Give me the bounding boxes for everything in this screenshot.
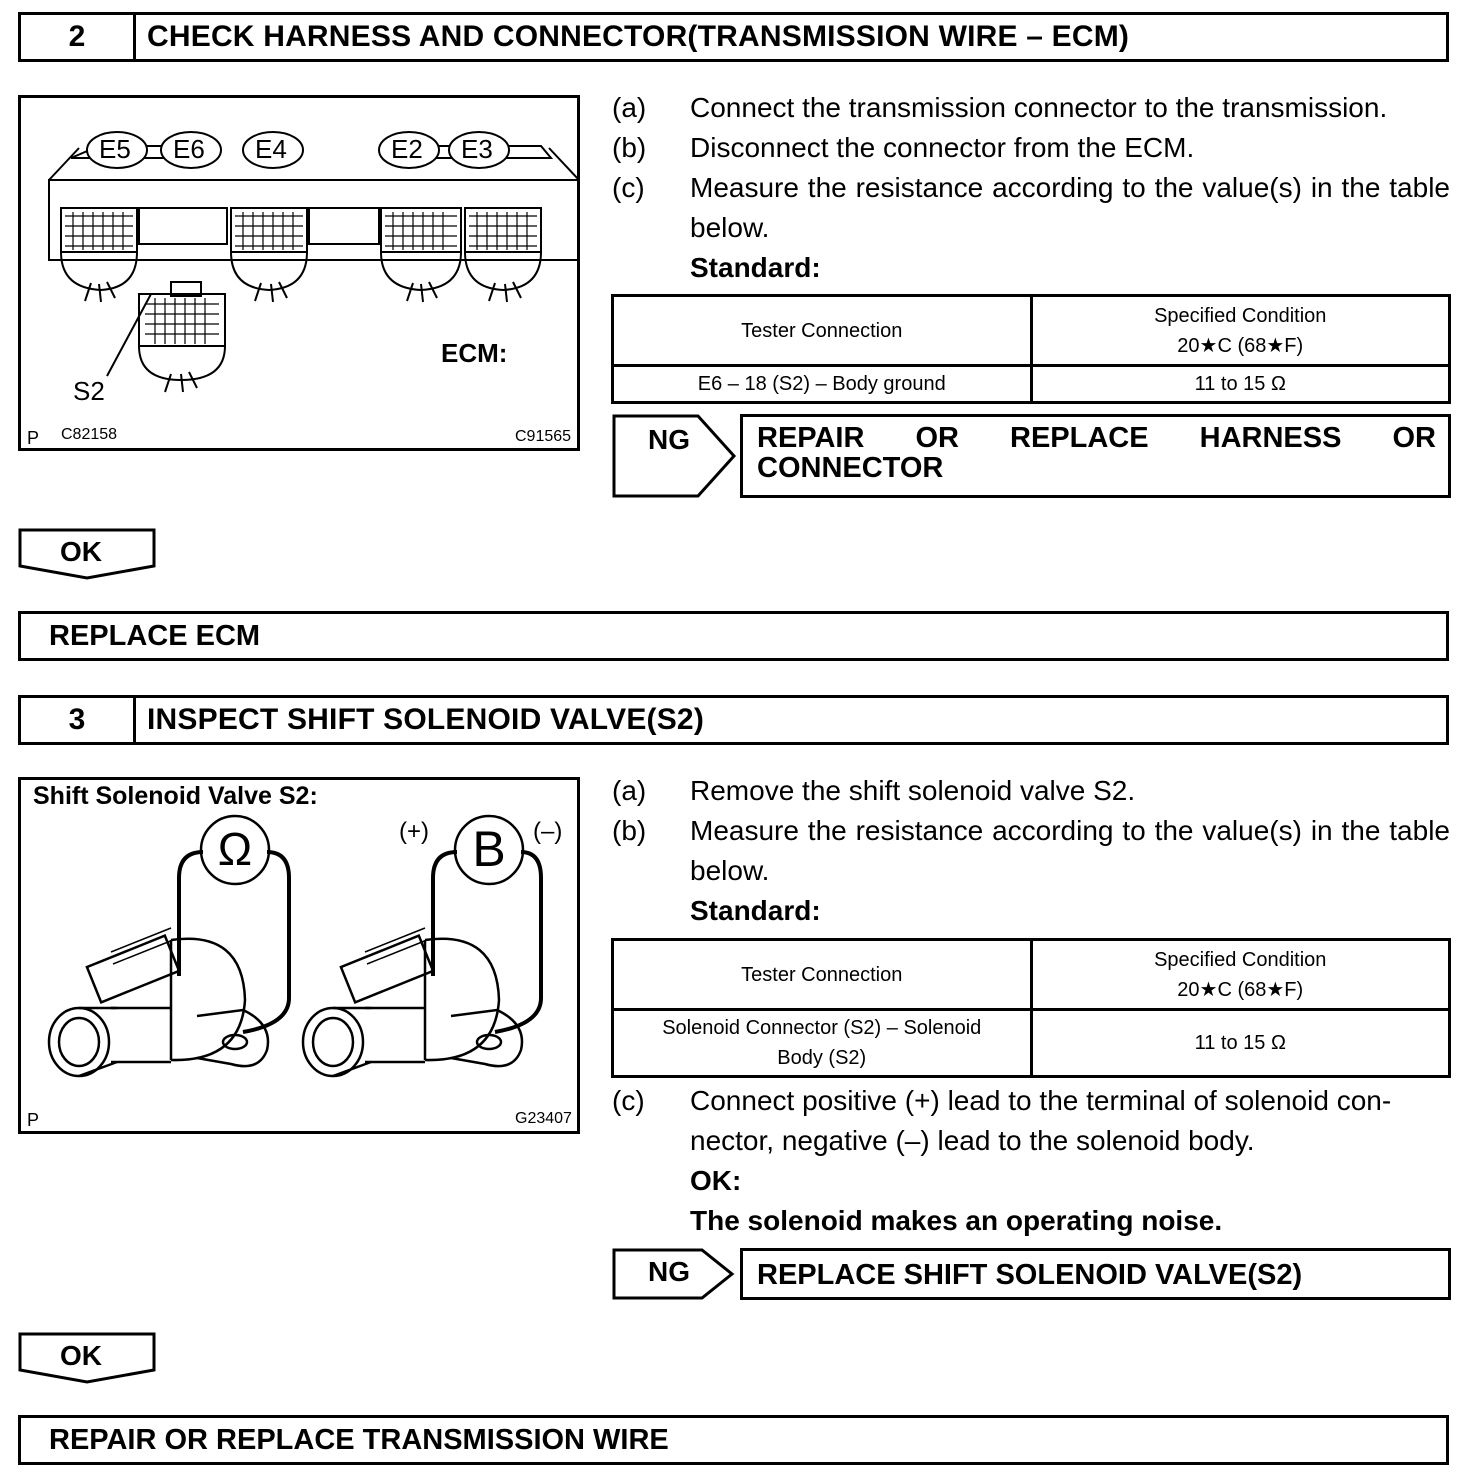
positive-label: (+): [399, 818, 429, 845]
ecm-connector-figure: [18, 95, 580, 451]
step3-item-a: (a) Remove the shift solenoid valve S2.: [612, 775, 1136, 806]
table-header-tester: Tester Connection: [613, 296, 1032, 366]
p-mark: P: [27, 1110, 40, 1130]
step3-standard-label: Standard:: [690, 895, 821, 926]
step2-item-c: (c) Measure the resistance according to the value(s) in the table below.: [612, 172, 1450, 243]
step3-item-b: (b) Measure the resistance according to the value(s) in the table below.: [612, 815, 1450, 886]
step3-result: REPAIR OR REPLACE TRANSMISSION WIRE: [18, 1415, 1449, 1465]
step2-header: [18, 12, 1449, 62]
ng-action-box: REPLACE SHIFT SOLENOID VALVE(S2): [740, 1248, 1451, 1300]
p-mark: P: [27, 428, 40, 448]
ng-label: NG: [648, 424, 690, 455]
step3-number: 3: [21, 698, 136, 742]
ng-label: NG: [648, 1256, 690, 1287]
table-cell-connection: E6 – 18 (S2) – Body ground: [613, 366, 1032, 403]
step2-item-b: (b) Disconnect the connector from the ECM.: [612, 132, 1195, 163]
table-cell-value: 11 to 15 Ω: [1031, 366, 1450, 403]
connector-label-e4: E4: [255, 134, 287, 164]
step2-standard-label: Standard:: [690, 252, 821, 283]
step2-spec-table: [611, 294, 1451, 404]
ok-criteria: The solenoid makes an operating noise.: [690, 1205, 1223, 1236]
ng-action-box: [740, 414, 1451, 498]
step2-title: CHECK HARNESS AND CONNECTOR(TRANSMISSION WIRE – ECM): [147, 20, 1130, 53]
ok-label: OK: [60, 536, 102, 567]
ng-action-line1: REPAIR OR REPLACE HARNESS OR: [757, 422, 1436, 454]
connector-label-e2: E2: [391, 134, 423, 164]
step3-spec-table: [611, 938, 1451, 1078]
ng-action-line2: CONNECTOR: [757, 452, 944, 484]
table-header-tester: Tester Connection: [613, 940, 1032, 1010]
step3-title: INSPECT SHIFT SOLENOID VALVE(S2): [147, 703, 705, 736]
battery-icon: B: [472, 821, 506, 877]
figure-code: G23407: [515, 1110, 572, 1127]
ok-label: OK: [60, 1340, 102, 1371]
connector-label-e5: E5: [99, 134, 131, 164]
table-header-condition: Specified Condition 20★C (68★F): [1031, 940, 1450, 1010]
solenoid-figure: [18, 777, 580, 1134]
solenoid-figure-title: Shift Solenoid Valve S2:: [33, 782, 318, 810]
table-cell-value: 11 to 15 Ω: [1031, 1010, 1450, 1077]
table-header-condition: Specified Condition 20★C (68★F): [1031, 296, 1450, 366]
connector-label-e6: E6: [173, 134, 205, 164]
s2-label: S2: [73, 376, 105, 406]
figure-code-right: C91565: [515, 428, 572, 445]
connector-label-e3: E3: [461, 134, 493, 164]
ohmmeter-icon: Ω: [217, 823, 253, 875]
negative-label: (–): [533, 818, 563, 845]
step2-number: 2: [21, 15, 136, 59]
table-cell-connection: Solenoid Connector (S2) – Solenoid Body (S2): [613, 1010, 1032, 1077]
step3-header: [18, 695, 1449, 745]
ok-heading: OK:: [690, 1165, 742, 1196]
figure-code-left: C82158: [61, 426, 118, 443]
step2-result: REPLACE ECM: [18, 611, 1449, 661]
step2-item-a: (a) Connect the transmission connector to the transmission.: [612, 92, 1388, 123]
ecm-label: ECM:: [441, 338, 508, 368]
